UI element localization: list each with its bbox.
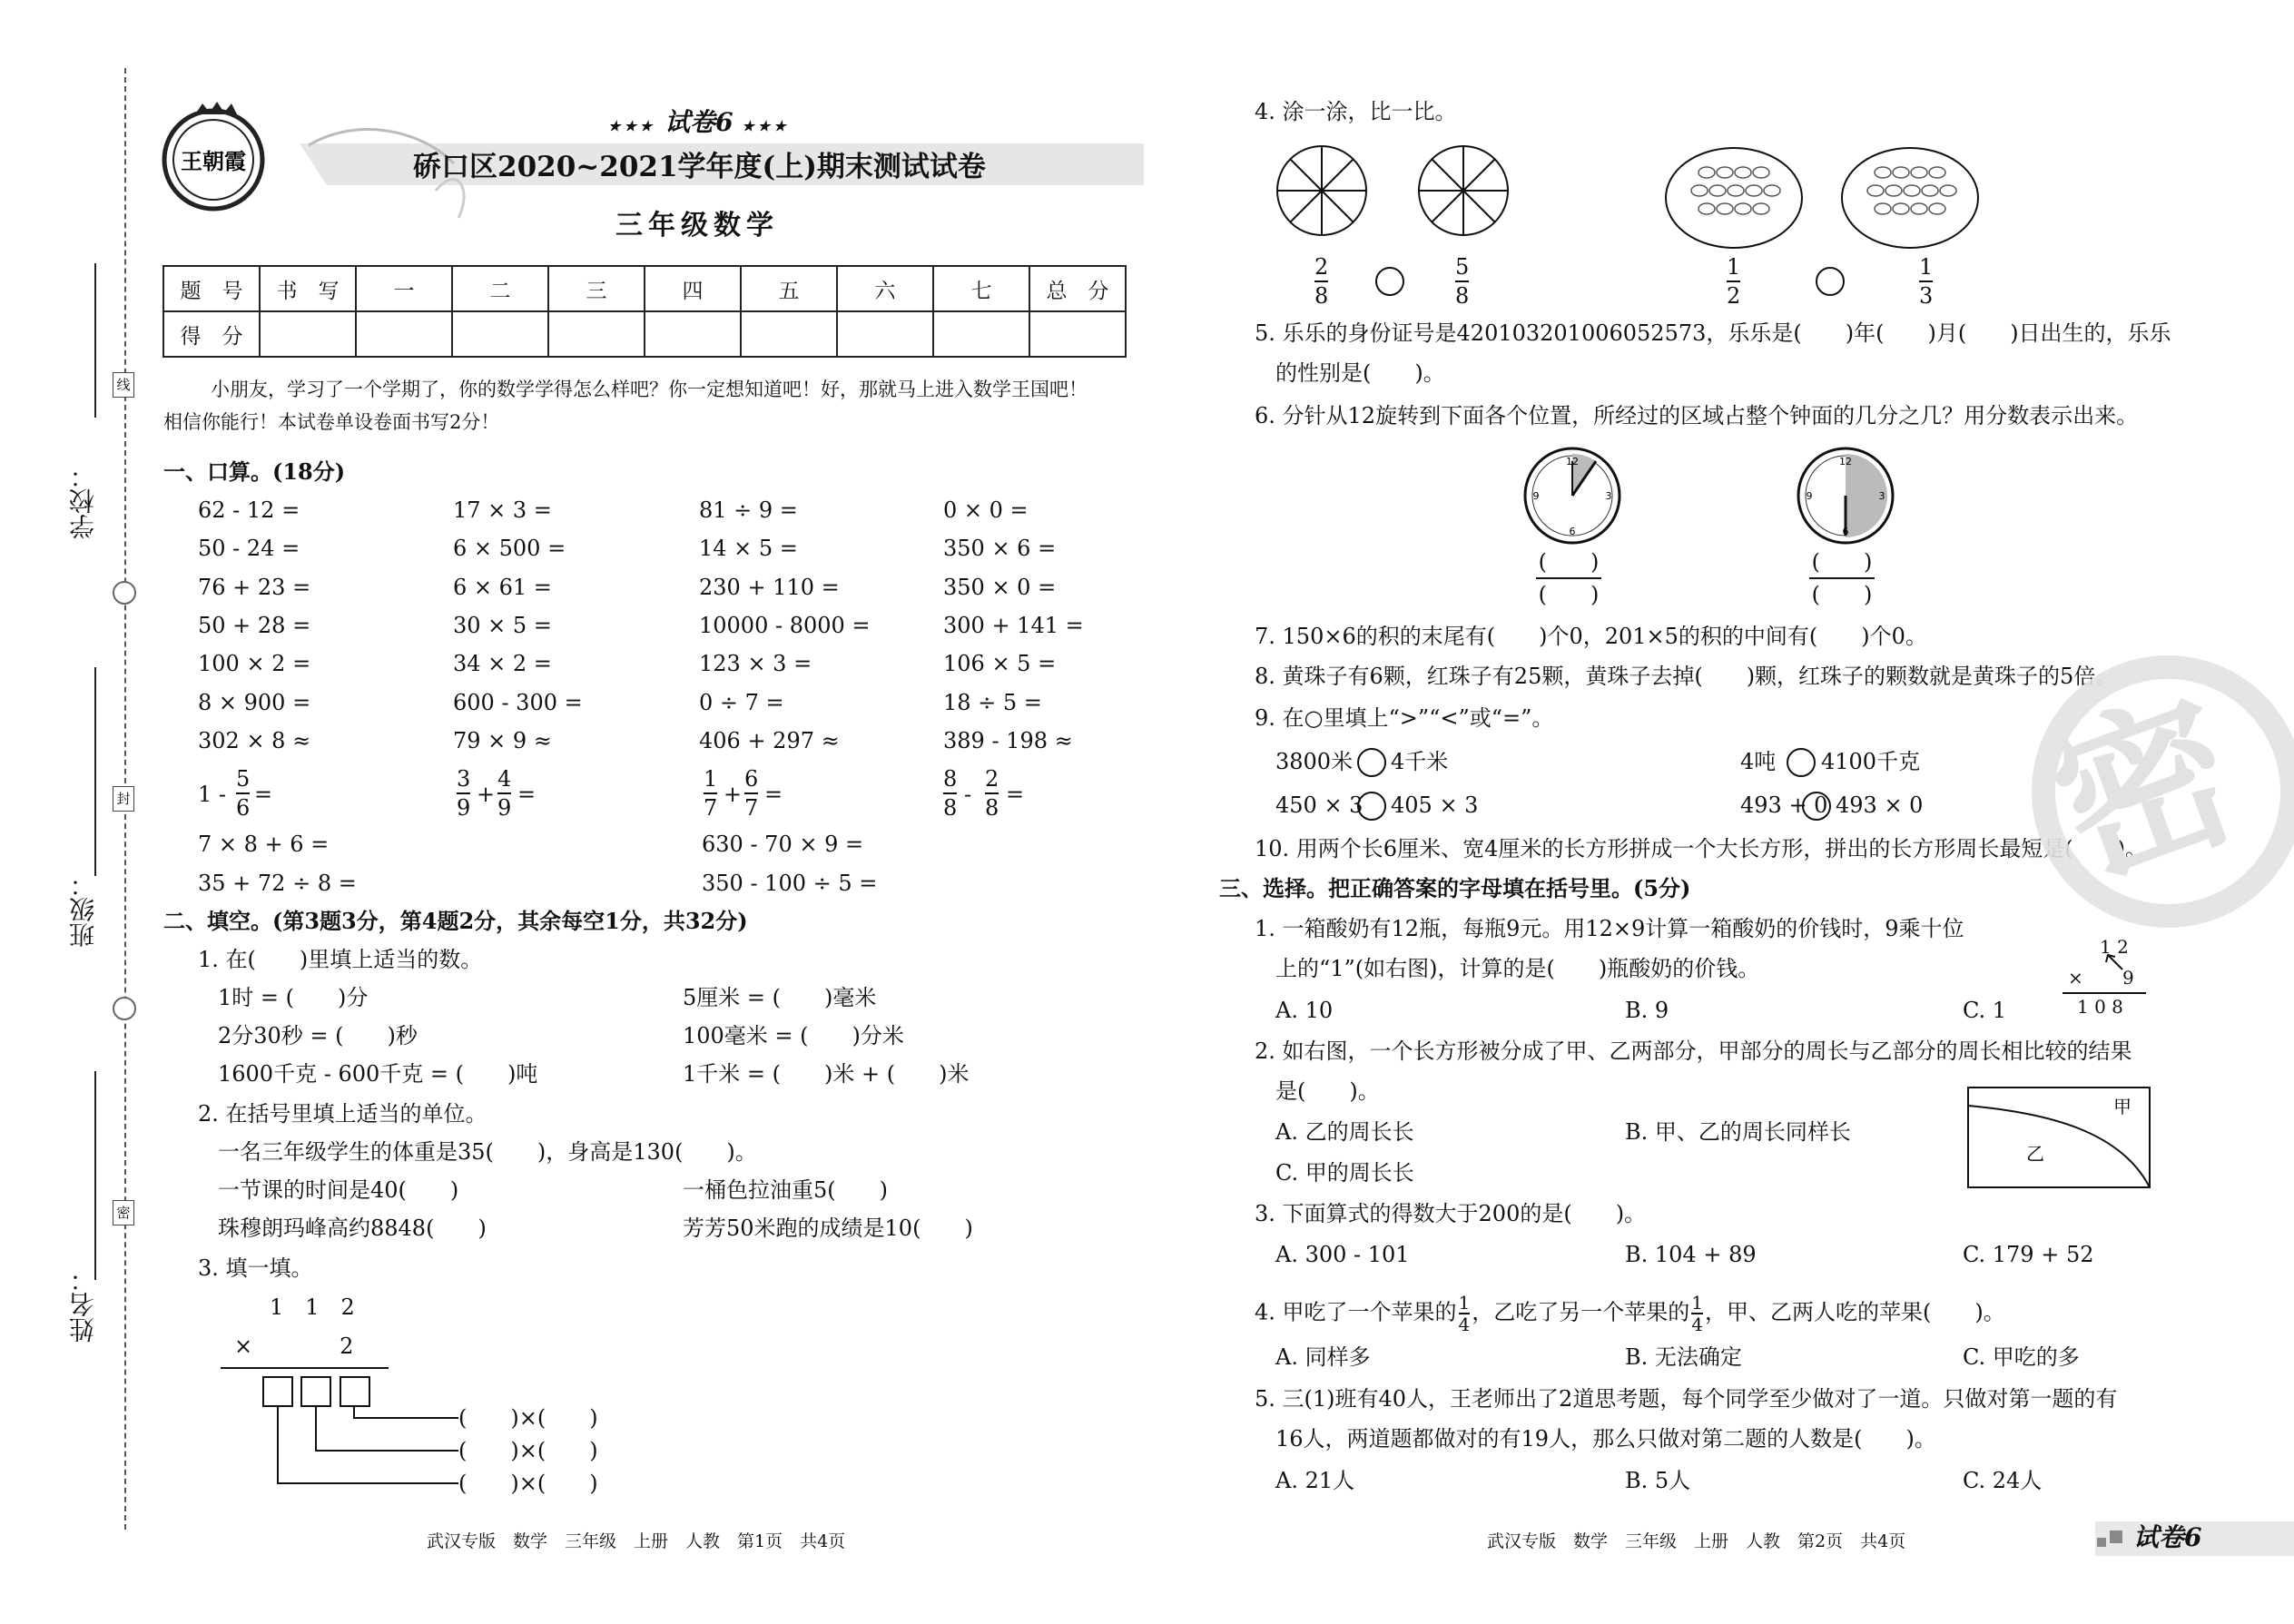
svg-text:12: 12 <box>1839 456 1852 468</box>
answer-fraction-blank[interactable]: ( ) ( ) <box>1536 548 1601 608</box>
calc-item: 630 - 70 × 9 = <box>702 832 864 857</box>
calc-item: 35 + 72 ÷ 8 = <box>198 871 357 896</box>
calc-item: 0 × 0 = <box>943 497 1029 523</box>
svg-text:3: 3 <box>1878 490 1885 502</box>
score-cell-label: 题 号 <box>163 266 260 311</box>
compare-left: 4吨 <box>1740 749 1777 774</box>
section2-title: 二、填空。(第3题3分，第4题2分，其余每空1分，共32分) <box>163 908 748 934</box>
option-a[interactable]: A. 300 - 101 <box>1275 1242 1410 1267</box>
footer-right: 武汉专版 数学 三年级 上册 人教 第2页 共4页 <box>1487 1531 1906 1551</box>
calc-item: 106 × 5 = <box>943 651 1057 677</box>
clock-face-icon <box>1521 445 1623 546</box>
calc-item: 100 × 2 = <box>198 651 311 677</box>
option-c[interactable]: C. 1 <box>1963 998 2007 1023</box>
score-cell-6: 六 <box>837 266 933 311</box>
q3-5-line1: 5. 三(1)班有40人，王老师出了2道思考题，每个同学至少做对了一道。只做对第一题的有 <box>1255 1386 2118 1412</box>
compare-circle[interactable] <box>1357 792 1386 821</box>
fraction: 8 8 <box>943 766 958 821</box>
compare-right: 4千米 <box>1391 749 1449 774</box>
q2-9-stem: 9. 在○里填上“>”“<”或“=”。 <box>1255 705 1554 731</box>
score-cell-total: 总 分 <box>1029 266 1126 311</box>
fraction: 3 9 <box>457 766 471 821</box>
score-header-row <box>163 266 1126 311</box>
fill-item: 1千米 = ( )米 + ( )米 <box>683 1061 970 1087</box>
decor-stars-right: ★★★ <box>742 118 790 134</box>
svg-text:12: 12 <box>1566 456 1579 468</box>
vertical-calc-top: 1 1 2 <box>270 1294 355 1320</box>
q3-4-text: ，乙吃了另一个苹果的 <box>1472 1299 1690 1325</box>
svg-text:9: 9 <box>1806 490 1813 502</box>
compare-left: 450 × 3 <box>1275 792 1364 818</box>
equals: = <box>517 782 537 807</box>
fraction: $\frac{1}{4}$ <box>1458 1292 1471 1335</box>
fill-item: 1600千克 - 600千克 = ( )吨 <box>218 1061 538 1087</box>
answer-fraction-blank[interactable]: ( ) ( ) <box>1809 548 1875 608</box>
score-input-cell[interactable] <box>548 311 645 357</box>
score-input-cell[interactable] <box>837 311 933 357</box>
q3-4-text: ，甲、乙两人吃的苹果( )。 <box>1705 1299 2005 1325</box>
fraction: 1 7 <box>704 766 718 821</box>
name-write-line <box>94 1071 96 1280</box>
calc-item: 1 - <box>198 782 227 807</box>
score-cell-1: 一 <box>356 266 452 311</box>
q2-10: 10. 用两个长6厘米、宽4厘米的长方形拼成一个大长方形，拼出的长方形周长最短是( )。 <box>1255 836 2148 861</box>
score-input-cell[interactable] <box>645 311 741 357</box>
fig-mult-sign: × <box>2068 967 2083 989</box>
fraction: 1 3 <box>1919 254 1934 309</box>
exam-title: 硚口区2020~2021学年度(上)期末测试试卷 <box>413 151 986 183</box>
q2-8: 8. 黄珠子有6颗，红珠子有25颗，黄珠子去掉( )颗，红珠子的颗数就是黄珠子的5倍。 <box>1255 664 2118 689</box>
svg-text:3: 3 <box>1605 490 1612 502</box>
calc-item: 50 - 24 = <box>198 536 300 562</box>
option-c[interactable]: C. 甲的周长长 <box>1275 1160 1414 1186</box>
q3-5-line2: 16人，两道题都做对的有19人，那么只做对第二题的人数是( )。 <box>1275 1426 1936 1452</box>
fraction: 6 7 <box>744 766 759 821</box>
calc-item: 600 - 300 = <box>453 689 583 715</box>
compare-circle[interactable] <box>1787 748 1816 777</box>
score-input-cell[interactable] <box>356 311 452 357</box>
q2-2-stem: 2. 在括号里填上适当的单位。 <box>198 1101 487 1127</box>
calc-item: 76 + 23 = <box>198 574 311 600</box>
q3-1-line1: 1. 一箱酸奶有12瓶，每瓶9元。用12×9计算一箱酸奶的价钱时，9乘十位 <box>1255 916 1964 941</box>
fraction: 5 8 <box>1455 254 1470 309</box>
binding-hole-icon <box>113 997 136 1020</box>
series-label-text: 试卷6 <box>665 107 733 137</box>
rectangle-split-figure <box>1966 1086 2151 1189</box>
answer-digit-box[interactable] <box>300 1376 331 1407</box>
compare-left: 3800米 <box>1275 749 1354 774</box>
fill-item: 1时 = ( )分 <box>218 985 369 1010</box>
binding-hole-icon <box>113 581 136 605</box>
paper-series-label <box>608 109 790 140</box>
vertical-calc-rule <box>221 1367 389 1369</box>
q3-4-text: 4. 甲吃了一个苹果的 <box>1255 1299 1457 1325</box>
fig-top-digits: 1 2 <box>2100 936 2129 958</box>
calc-item: 34 × 2 = <box>453 651 552 677</box>
svg-text:9: 9 <box>1532 490 1540 502</box>
calc-item: 17 × 3 = <box>453 497 552 523</box>
clock-face-icon <box>1795 445 1896 546</box>
brand-logo-seal <box>159 102 268 220</box>
calc-item: 389 - 198 ≈ <box>943 727 1073 753</box>
intro-line-1: 小朋友，学习了一个学期了，你的数学学得怎么样吧？你一定想知道吧！好，那就马上进入数学王国吧！ <box>211 379 1088 400</box>
connector-lines <box>254 1405 463 1496</box>
calc-item: 79 × 9 ≈ <box>453 727 552 753</box>
section1-title: 一、口算。(18分) <box>163 458 346 485</box>
equals: = <box>764 782 783 807</box>
score-cell-5: 五 <box>741 266 837 311</box>
fill-row: ( )×( ) <box>458 1405 598 1431</box>
fig-result: 1 0 8 <box>2077 996 2123 1018</box>
q3-2-line2: 是( )。 <box>1275 1078 1380 1104</box>
fraction: 4 9 <box>497 766 512 821</box>
decor-stars-left: ★★★ <box>608 118 656 134</box>
q2-6-stem: 6. 分针从12旋转到下面各个位置，所经过的区域占整个钟面的几分之几？用分数表示出来。 <box>1255 403 2139 428</box>
compare-right: 4100千克 <box>1821 749 1921 774</box>
calc-item: 350 × 6 = <box>943 536 1057 562</box>
svg-text:6: 6 <box>1569 526 1576 537</box>
fill-item: 100毫米 = ( )分米 <box>683 1023 904 1048</box>
q2-1-stem: 1. 在( )里填上适当的数。 <box>198 947 483 972</box>
score-row-label: 得 分 <box>163 311 260 357</box>
compare-circle[interactable] <box>1357 748 1386 777</box>
answer-digit-box[interactable] <box>340 1376 370 1407</box>
binding-mark-dense: 密 <box>113 1200 134 1225</box>
fraction: 1 2 <box>1727 254 1741 309</box>
fill-row: ( )×( ) <box>458 1471 598 1496</box>
calc-item: 8 × 900 = <box>198 689 311 715</box>
score-cell-writing: 书 写 <box>260 266 356 311</box>
operator: + <box>477 782 496 807</box>
option-b[interactable]: B. 甲、乙的周长同样长 <box>1625 1119 1851 1145</box>
answer-digit-box[interactable] <box>262 1376 293 1407</box>
fraction: 2 8 <box>985 766 999 821</box>
compare-circle[interactable] <box>1802 792 1831 821</box>
subject-title: 三年级数学 <box>615 210 779 241</box>
arrow-icon <box>2097 951 2133 971</box>
cloud-oval-groups <box>1663 143 1981 257</box>
fraction: 2 8 <box>1314 254 1329 309</box>
unit-item: 一节课的时间是40( ) <box>218 1177 459 1203</box>
compare-right: 405 × 3 <box>1391 792 1479 818</box>
school-label: 学校： <box>68 463 98 539</box>
q3-1-line2: 上的“1”(如右图)，计算的是( )瓶酸奶的价钱。 <box>1275 956 1760 981</box>
compare-circle[interactable] <box>1816 267 1845 296</box>
calc-item: 302 × 8 ≈ <box>198 727 311 753</box>
fig-label-yi: 乙 <box>2026 1143 2044 1165</box>
calc-item: 7 × 8 + 6 = <box>198 832 330 857</box>
calc-item: 18 ÷ 5 = <box>943 689 1042 715</box>
equals: = <box>1006 782 1025 807</box>
calc-item: 6 × 61 = <box>453 574 552 600</box>
unit-item: 一桶色拉油重5( ) <box>683 1177 888 1203</box>
circle-eighths-b <box>1416 143 1516 243</box>
unit-item: 芳芳50米跑的成绩是10( ) <box>683 1216 973 1241</box>
calc-item: 123 × 3 = <box>699 651 812 677</box>
option-c[interactable]: C. 179 + 52 <box>1963 1242 2094 1267</box>
calc-item: 350 × 0 = <box>943 574 1057 600</box>
unit-item: 一名三年级学生的体重是35( )，身高是130( )。 <box>218 1139 757 1165</box>
svg-text:6: 6 <box>1842 526 1849 537</box>
class-label: 班级： <box>68 871 98 948</box>
score-input-cell[interactable] <box>452 311 548 357</box>
fill-item: 2分30秒 = ( )秒 <box>218 1023 418 1048</box>
option-b[interactable]: B. 无法确定 <box>1625 1344 1742 1370</box>
footer-square-icon <box>2097 1538 2106 1547</box>
score-cell-3: 三 <box>548 266 645 311</box>
fill-item: 5厘米 = ( )毫米 <box>683 985 877 1010</box>
intro-line-2: 相信你能行！本试卷单设卷面书写2分！ <box>163 411 500 433</box>
calc-item: 0 ÷ 7 = <box>699 689 784 715</box>
option-c[interactable]: C. 24人 <box>1963 1468 2043 1493</box>
vertical-calc-multiplier: × 2 <box>234 1334 354 1359</box>
calc-item: 62 - 12 = <box>198 497 300 523</box>
calc-item: 10000 - 8000 = <box>699 612 871 638</box>
q3-2-line1: 2. 如右图，一个长方形被分成了甲、乙两部分，甲部分的周长与乙部分的周长相比较的结果 <box>1255 1038 2132 1064</box>
compare-circle[interactable] <box>1375 267 1404 296</box>
option-a[interactable]: A. 10 <box>1275 998 1334 1023</box>
footer-paper-tag: 试卷6 <box>2133 1522 2202 1552</box>
option-a[interactable]: A. 同样多 <box>1275 1344 1371 1370</box>
score-input-cell[interactable] <box>741 311 837 357</box>
q2-7: 7. 150×6的积的末尾有( )个0，201×5的积的中间有( )个0。 <box>1255 624 1927 649</box>
calc-item: 81 ÷ 9 = <box>699 497 798 523</box>
q2-5-line1: 5. 乐乐的身份证号是420103201006052573，乐乐是( )年( )月( )日出生的，乐乐 <box>1255 320 2171 346</box>
school-write-line <box>94 263 96 418</box>
option-b[interactable]: B. 104 + 89 <box>1625 1242 1757 1267</box>
calc-item: 230 + 110 = <box>699 574 840 600</box>
calc-item: 6 × 500 = <box>453 536 566 562</box>
q2-4-stem: 4. 涂一涂，比一比。 <box>1255 99 1457 124</box>
score-cell-2: 二 <box>452 266 548 311</box>
name-label: 姓名： <box>68 1266 98 1343</box>
calc-item: 50 + 28 = <box>198 612 311 638</box>
q2-3-stem: 3. 填一填。 <box>198 1255 313 1281</box>
score-input-cell[interactable] <box>1029 311 1126 357</box>
fraction: 5 6 <box>236 766 251 821</box>
fraction: $\frac{1}{4}$ <box>1691 1292 1703 1335</box>
footer-left: 武汉专版 数学 三年级 上册 人教 第1页 共4页 <box>427 1531 846 1551</box>
operator: - <box>964 782 972 807</box>
q3-3-stem: 3. 下面算式的得数大于200的是( )。 <box>1255 1201 1647 1226</box>
q2-5-line2: 的性别是( )。 <box>1275 360 1445 386</box>
fig-label-jia: 甲 <box>2113 1096 2132 1117</box>
section3-title: 三、选择。把正确答案的字母填在括号里。(5分) <box>1219 875 1691 901</box>
compare-right: 493 × 0 <box>1836 792 1924 818</box>
calc-item: = <box>254 782 273 807</box>
option-a[interactable]: A. 乙的周长长 <box>1275 1119 1414 1145</box>
score-cell-4: 四 <box>645 266 741 311</box>
calc-item: 30 × 5 = <box>453 612 552 638</box>
score-cell-7: 七 <box>933 266 1029 311</box>
option-a[interactable]: A. 21人 <box>1275 1468 1355 1493</box>
calc-item: 300 + 141 = <box>943 612 1084 638</box>
score-table <box>162 265 1127 358</box>
secret-watermark-text: 密 <box>2029 664 2261 914</box>
operator: + <box>724 782 743 807</box>
fill-row: ( )×( ) <box>458 1438 598 1463</box>
brand-logo-text: 王朝霞 <box>181 148 246 174</box>
class-write-line <box>94 667 96 876</box>
compare-left: 493 + 0 <box>1740 792 1828 818</box>
binding-mark-seal: 封 <box>113 786 134 812</box>
footer-square-icon <box>2110 1530 2122 1543</box>
calc-item: 14 × 5 = <box>699 536 798 562</box>
option-c[interactable]: C. 甲吃的多 <box>1963 1344 2080 1370</box>
unit-item: 珠穆朗玛峰高约8848( ) <box>218 1216 487 1241</box>
score-value-row <box>163 311 1126 357</box>
option-b[interactable]: B. 5人 <box>1625 1468 1691 1493</box>
circle-eighths-a <box>1275 143 1374 243</box>
calc-item: 350 - 100 ÷ 5 = <box>702 871 878 896</box>
score-input-cell[interactable] <box>933 311 1029 357</box>
fig-nine: 9 <box>2122 967 2134 989</box>
score-input-cell[interactable] <box>260 311 356 357</box>
calc-item: 406 + 297 ≈ <box>699 727 840 753</box>
option-b[interactable]: B. 9 <box>1625 998 1669 1023</box>
binding-mark-line: 线 <box>113 372 134 398</box>
q3-4-stem <box>1255 1293 2005 1334</box>
